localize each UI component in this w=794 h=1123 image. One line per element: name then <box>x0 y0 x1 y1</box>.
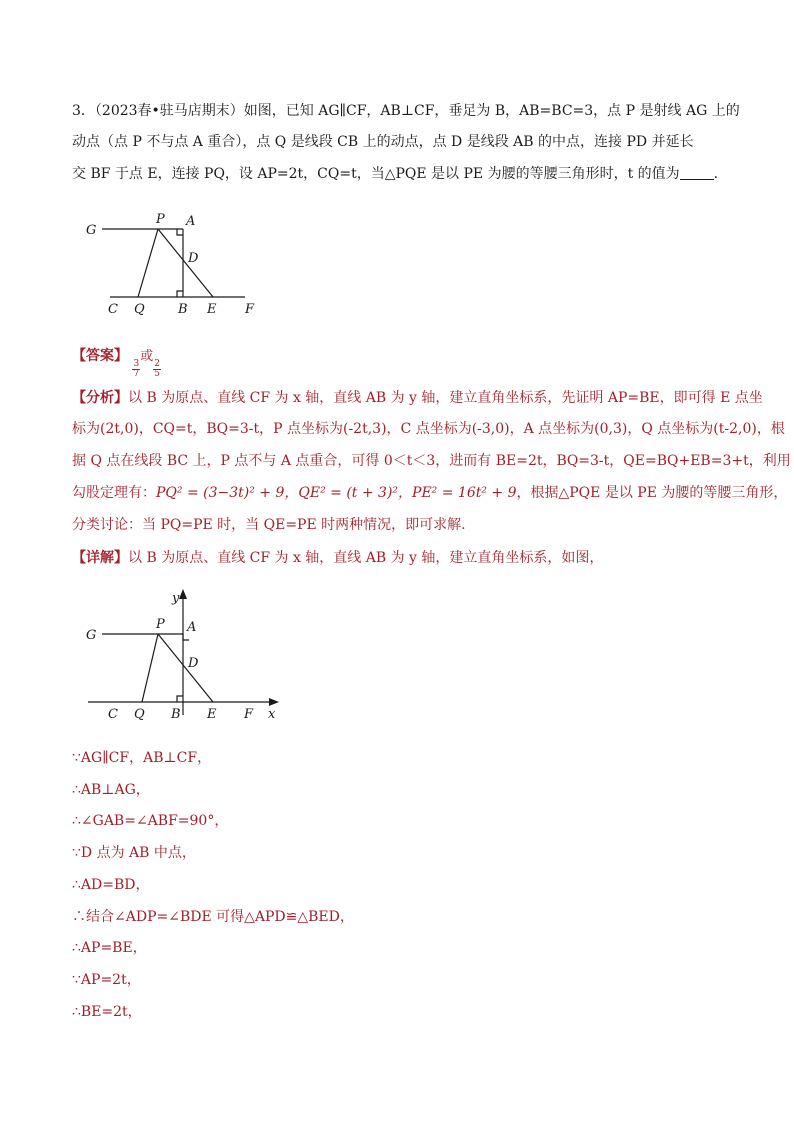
analysis-line-1 <box>72 388 763 408</box>
question-line-3-text: 交 BF 于点 E，连接 PQ，设 AP=2t，CQ=t，当△PQE 是以 PE 为腰的等腰三角形时，t 的值为 <box>72 166 680 182</box>
label-c: C <box>108 302 118 317</box>
right-angle-b <box>177 291 183 297</box>
question-line-1: 3．（2023春•驻马店期末）如图，已知 AG∥CF，AB⊥CF，垂足为 B，AB=BC=3，点 P 是射线 AG 上的 <box>72 103 740 119</box>
fraction-2-denominator: 5 <box>154 369 160 379</box>
detail-line-1 <box>72 548 603 568</box>
label-d-2: D <box>188 656 199 671</box>
segment-pq <box>138 229 158 297</box>
answer-fraction-2 <box>153 360 161 379</box>
label-f-2: F <box>244 707 254 722</box>
right-angle-b-2 <box>177 696 183 702</box>
segment-pe <box>158 229 213 297</box>
label-g: G <box>86 223 97 238</box>
y-axis-arrow <box>179 589 187 599</box>
analysis-text-1: 以 B 为原点、直线 CF 为 x 轴，直线 AB 为 y 轴，建立直角坐标系，先证明 AP=BE，即可得 E 点坐 <box>128 390 763 406</box>
analysis-line-5: 分类讨论：当 PQ=PE 时，当 QE=PE 时两种情况，即可求解. <box>72 517 466 533</box>
proof-step: ∴BE=2t， <box>72 1003 142 1020</box>
label-e: E <box>207 302 217 317</box>
answer-blank <box>680 165 714 180</box>
analysis-text-4b: ，根据△PQE 是以 PE 为腰的等腰三角形， <box>516 485 788 501</box>
proof-step: ∴结合∠ADP=∠BDE 可得△APD≌△BED， <box>72 908 354 925</box>
answer-or: 或 <box>140 349 154 364</box>
label-f: F <box>245 302 255 317</box>
segment-pe-2 <box>158 634 213 702</box>
label-d: D <box>188 251 199 266</box>
right-angle-a <box>177 229 183 235</box>
label-p-2: P <box>156 617 165 632</box>
proof-step: ∵AP=2t， <box>72 971 141 988</box>
analysis-text-4a: 勾股定理有： <box>72 485 156 501</box>
label-c-2: C <box>108 707 118 722</box>
analysis-line-4 <box>72 483 787 503</box>
x-axis-arrow <box>269 698 279 706</box>
figure-1 <box>80 205 280 320</box>
label-p: P <box>156 212 165 227</box>
question-line-2: 动点（点 P 不与点 A 重合），点 Q 是线段 CB 上的动点，点 D 是线段 AB 的中点，连接 PD 并延长 <box>72 134 694 150</box>
proof-step: ∴AB⊥AG， <box>72 781 150 798</box>
label-g-2: G <box>86 628 97 643</box>
label-x: x <box>268 707 276 722</box>
detail-tag: 【详解】 <box>72 550 128 566</box>
label-a-2: A <box>187 620 197 635</box>
label-b: B <box>178 302 188 317</box>
analysis-line-3: 据 Q 点在线段 BC 上，P 点不与 A 点重合，可得 0＜t＜3，进而有 BE=2t，BQ=3-t，QE=BQ+EB=3+t，利用 <box>72 453 791 469</box>
analysis-formulas: PQ² = (3−3t)² + 9，QE² = (t + 3)²，PE² = 16t² + 9 <box>156 485 517 501</box>
detail-text-1: 以 B 为原点、直线 CF 为 x 轴，直线 AB 为 y 轴，建立直角坐标系，如图， <box>128 550 604 566</box>
label-y: y <box>172 591 180 606</box>
fraction-1-numerator: 3 <box>133 359 140 369</box>
proof-step: ∵AG∥CF，AB⊥CF， <box>72 750 212 766</box>
label-b-2: B <box>171 707 181 722</box>
label-e-2: E <box>207 707 217 722</box>
answer-line <box>72 346 161 379</box>
label-q-2: Q <box>134 707 145 722</box>
proof-step: ∴∠GAB=∠ABF=90°， <box>72 813 229 830</box>
analysis-tag: 【分析】 <box>72 390 128 406</box>
figure-2 <box>80 585 300 730</box>
proof-step: ∴AP=BE， <box>72 940 147 957</box>
answer-tag: 【答案】 <box>72 348 128 364</box>
proof-step: ∴AD=BD， <box>72 876 150 893</box>
question-line-3-end: . <box>713 166 719 182</box>
fraction-1-denominator: 7 <box>133 369 140 379</box>
proof-step: ∵D 点为 AB 中点， <box>72 845 196 862</box>
label-a: A <box>186 214 196 229</box>
segment-pq-2 <box>142 634 158 702</box>
fraction-2-numerator: 2 <box>154 359 160 369</box>
label-q: Q <box>134 302 145 317</box>
question-line-3 <box>72 164 718 184</box>
analysis-line-2: 标为(2t,0)，CQ=t，BQ=3-t，P 点坐标为(-2t,3)，C 点坐标为(-3,0)，A 点坐标为(0,3)，Q 点坐标为(t-2,0)，根 <box>72 421 785 437</box>
